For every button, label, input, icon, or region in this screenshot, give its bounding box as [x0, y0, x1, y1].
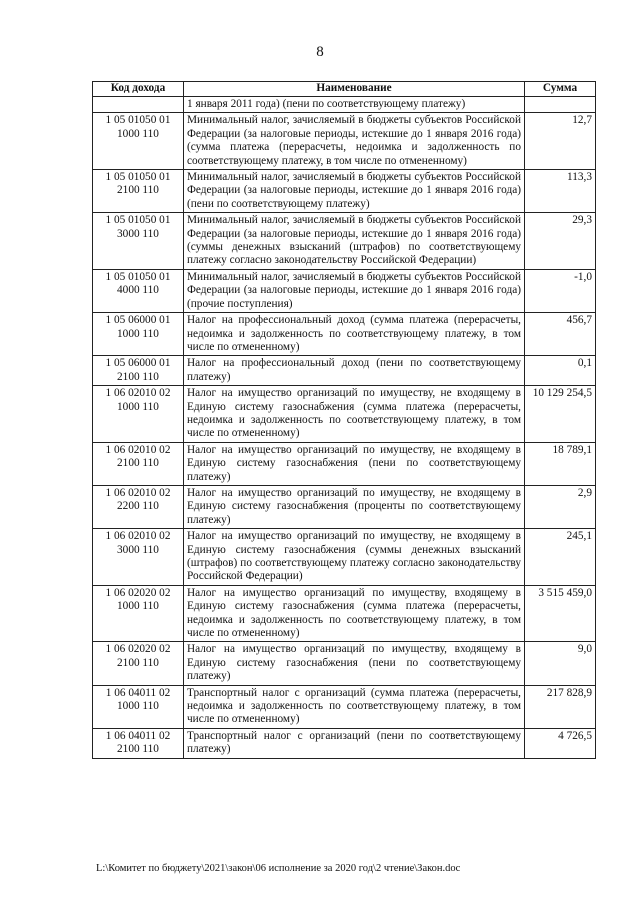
continuation-sum-cell — [525, 97, 596, 113]
name-cell: Налог на имущество организаций по имуществу, не входящему в Единую систему газоснабжения (пени по соответствующему платежу) — [184, 442, 525, 485]
sum-cell: 18 789,1 — [525, 442, 596, 485]
table-row — [93, 485, 596, 528]
table-row — [93, 170, 596, 213]
name-cell: Налог на имущество организаций по имуществу, не входящему в Единую систему газоснабжения (проценты по соответствующему платежу) — [184, 485, 525, 528]
table-row — [93, 386, 596, 443]
sum-cell: 12,7 — [525, 113, 596, 170]
revenue-table — [92, 81, 596, 759]
table-row — [93, 585, 596, 642]
code-cell: 1 06 02010 02 2200 110 — [93, 485, 184, 528]
code-cell: 1 06 02010 02 2100 110 — [93, 442, 184, 485]
name-cell: Минимальный налог, зачисляемый в бюджеты субъектов Российской Федерации (за налоговые периоды, истекшие до 1 января 2016 года) (прочие поступления) — [184, 269, 525, 312]
code-cell: 1 05 01050 01 3000 110 — [93, 213, 184, 270]
continuation-text: 1 января 2011 года) (пени по соответствующему платежу) — [184, 97, 525, 113]
sum-cell: 2,9 — [525, 485, 596, 528]
table-row — [93, 213, 596, 270]
header-sum: Сумма — [525, 82, 596, 97]
sum-cell: 113,3 — [525, 170, 596, 213]
name-cell: Транспортный налог с организаций (пени по соответствующему платежу) — [184, 728, 525, 758]
name-cell: Минимальный налог, зачисляемый в бюджеты субъектов Российской Федерации (за налоговые периоды, истекшие до 1 января 2016 года) (пени по соответствующему платежу) — [184, 170, 525, 213]
table-row — [93, 313, 596, 356]
sum-cell: 4 726,5 — [525, 728, 596, 758]
sum-cell: 3 515 459,0 — [525, 585, 596, 642]
name-cell: Налог на профессиональный доход (сумма платежа (перерасчеты, недоимка и задолженность по соответствующему платежу, в том числе по отмененному) — [184, 313, 525, 356]
sum-cell: 0,1 — [525, 356, 596, 386]
sum-cell: 10 129 254,5 — [525, 386, 596, 443]
table-row — [93, 113, 596, 170]
code-cell: 1 06 04011 02 1000 110 — [93, 685, 184, 728]
name-cell: Налог на имущество организаций по имуществу, входящему в Единую систему газоснабжения (сумма платежа (перерасчеты, недоимка и задолженность по соответствующему платежу, в том числе по отмененному) — [184, 585, 525, 642]
sum-cell: 9,0 — [525, 642, 596, 685]
code-cell: 1 05 06000 01 2100 110 — [93, 356, 184, 386]
table-row — [93, 685, 596, 728]
name-cell: Налог на профессиональный доход (пени по соответствующему платежу) — [184, 356, 525, 386]
name-cell: Налог на имущество организаций по имуществу, не входящему в Единую систему газоснабжения (сумма платежа (перерасчеты, недоимка и задолженность по соответствующему платежу, в том числе по отмененному) — [184, 386, 525, 443]
continuation-code-cell — [93, 97, 184, 113]
table-row — [93, 529, 596, 586]
sum-cell: -1,0 — [525, 269, 596, 312]
table-row — [93, 442, 596, 485]
code-cell: 1 05 01050 01 1000 110 — [93, 113, 184, 170]
table-header-row — [93, 82, 596, 97]
code-cell: 1 05 06000 01 1000 110 — [93, 313, 184, 356]
code-cell: 1 06 02010 02 3000 110 — [93, 529, 184, 586]
table-row — [93, 356, 596, 386]
sum-cell: 245,1 — [525, 529, 596, 586]
code-cell: 1 06 04011 02 2100 110 — [93, 728, 184, 758]
code-cell: 1 06 02010 02 1000 110 — [93, 386, 184, 443]
table-row — [93, 269, 596, 312]
continuation-row — [93, 97, 596, 113]
header-code: Код дохода — [93, 82, 184, 97]
sum-cell: 456,7 — [525, 313, 596, 356]
name-cell: Налог на имущество организаций по имуществу, не входящему в Единую систему газоснабжения (суммы денежных взысканий (штрафов) по соответствующему платежу согласно законодательству Российской Федерации) — [184, 529, 525, 586]
name-cell: Минимальный налог, зачисляемый в бюджеты субъектов Российской Федерации (за налоговые периоды, истекшие до 1 января 2016 года) (сумма платежа (перерасчеты, недоимка и задолженность по соответствующему платежу, в том числе по отмененному) — [184, 113, 525, 170]
code-cell: 1 05 01050 01 4000 110 — [93, 269, 184, 312]
table-row — [93, 728, 596, 758]
name-cell: Минимальный налог, зачисляемый в бюджеты субъектов Российской Федерации (за налоговые периоды, истекшие до 1 января 2016 года) (суммы денежных взысканий (штрафов) по соответствующему платежу согласно законодательству Российской Федерации) — [184, 213, 525, 270]
table-row — [93, 642, 596, 685]
page-number: 8 — [316, 44, 324, 60]
sum-cell: 29,3 — [525, 213, 596, 270]
code-cell: 1 05 01050 01 2100 110 — [93, 170, 184, 213]
code-cell: 1 06 02020 02 2100 110 — [93, 642, 184, 685]
sum-cell: 217 828,9 — [525, 685, 596, 728]
file-path-footer: L:\Комитет по бюджету\2021\закон\06 исполнение за 2020 год\2 чтение\Закон.doc — [96, 863, 461, 874]
name-cell: Налог на имущество организаций по имуществу, входящему в Единую систему газоснабжения (пени по соответствующему платежу) — [184, 642, 525, 685]
name-cell: Транспортный налог с организаций (сумма платежа (перерасчеты, недоимка и задолженность по соответствующему платежу, в том числе по отмененному) — [184, 685, 525, 728]
code-cell: 1 06 02020 02 1000 110 — [93, 585, 184, 642]
header-name: Наименование — [184, 82, 525, 97]
